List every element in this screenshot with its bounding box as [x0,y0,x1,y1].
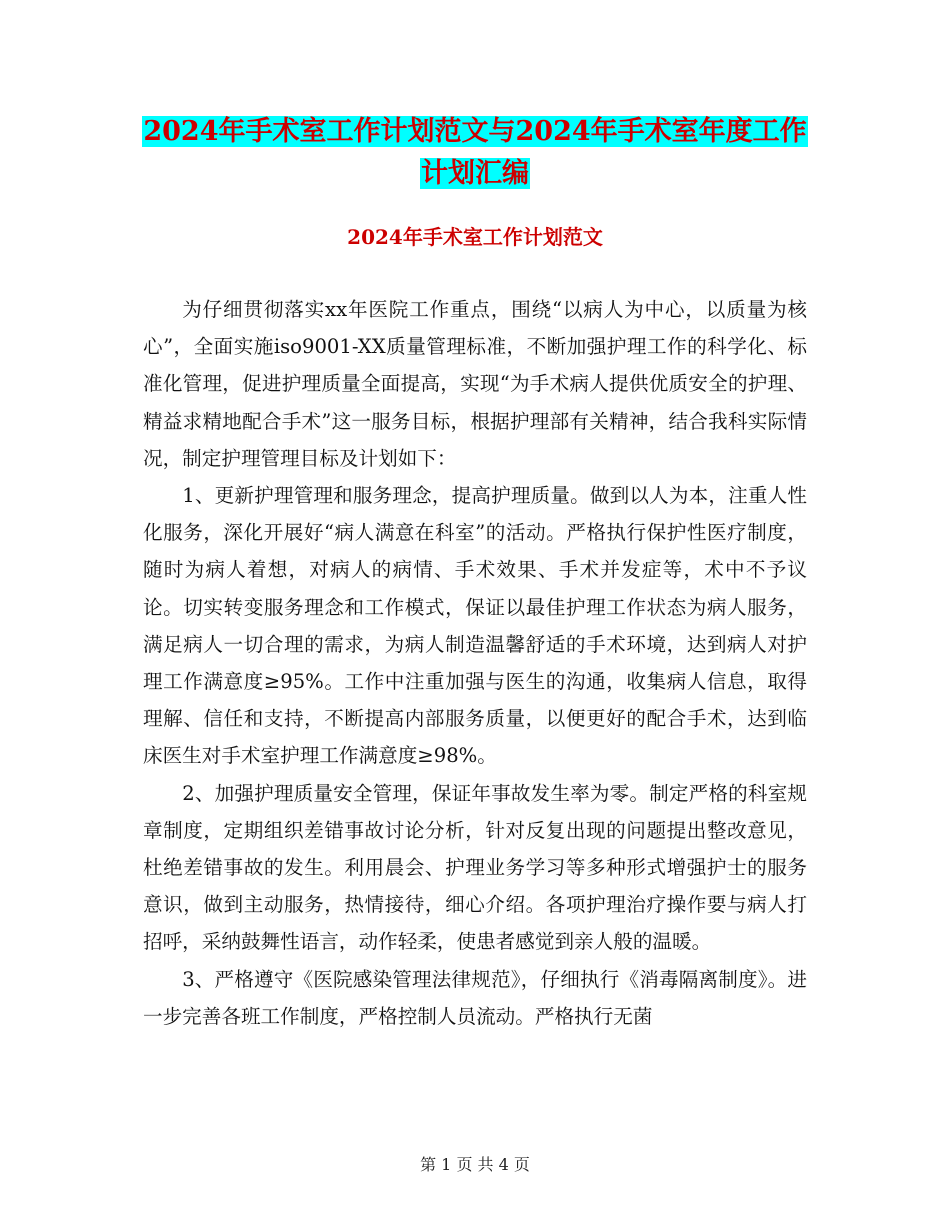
body-text [143,291,807,1035]
paragraph-item-2: 2、加强护理质量安全管理，保证年事故发生率为零。制定严格的科室规章制度，定期组织差错事故讨论分析，针对反复出现的问题提出整改意见，杜绝差错事故的发生。利用晨会、护理业务学习等多种形式增强护士的服务意识，做到主动服务，热情接待，细心介绍。各项护理治疗操作要与病人打招呼，采纳鼓舞性语言，动作轻柔，使患者感觉到亲人般的温暖。 [143,781,807,954]
section-heading: 2024年手术室工作计划范文 [347,225,603,249]
document-title-line2: 计划汇编 [421,158,529,189]
paragraph-intro: 为仔细贯彻落实xx年医院工作重点，围绕“以病人为中心，以质量为核心”，全面实施iso9001-XX质量管理标准，不断加强护理工作的科学化、标准化管理，促进护理质量全面提高，实现“为手术病人提供优质安全的护理、精益求精地配合手术”这一服务目标，根据护理部有关精神，结合我科实际情况，制定护理管理目标及计划如下： [143,298,807,470]
document-title-line1: 2024年手术室工作计划范文与2024年手术室年度工作 [143,116,807,147]
paragraph-item-3: 3、严格遵守《医院感染管理法律规范》，仔细执行《消毒隔离制度》。进一步完善各班工作制度，严格控制人员流动。严格执行无菌 [143,967,807,1028]
paragraph-item-1: 1、更新护理管理和服务理念，提高护理质量。做到以人为本，注重人性化服务，深化开展好“病人满意在科室”的活动。严格执行保护性医疗制度，随时为病人着想，对病人的病情、手术效果、手术并发症等，术中不予议论。切实转变服务理念和工作模式，保证以最佳护理工作状态为病人服务，满足病人一切合理的需求，为病人制造温馨舒适的手术环境，达到病人对护理工作满意度≥95%。工作中注重加强与医生的沟通，收集病人信息，取得理解、信任和支持，不断提高内部服务质量，以便更好的配合手术，达到临床医生对手术室护理工作满意度≥98%。 [143,484,807,768]
page-footer: 第 1 页 共 4 页 [420,1155,530,1174]
